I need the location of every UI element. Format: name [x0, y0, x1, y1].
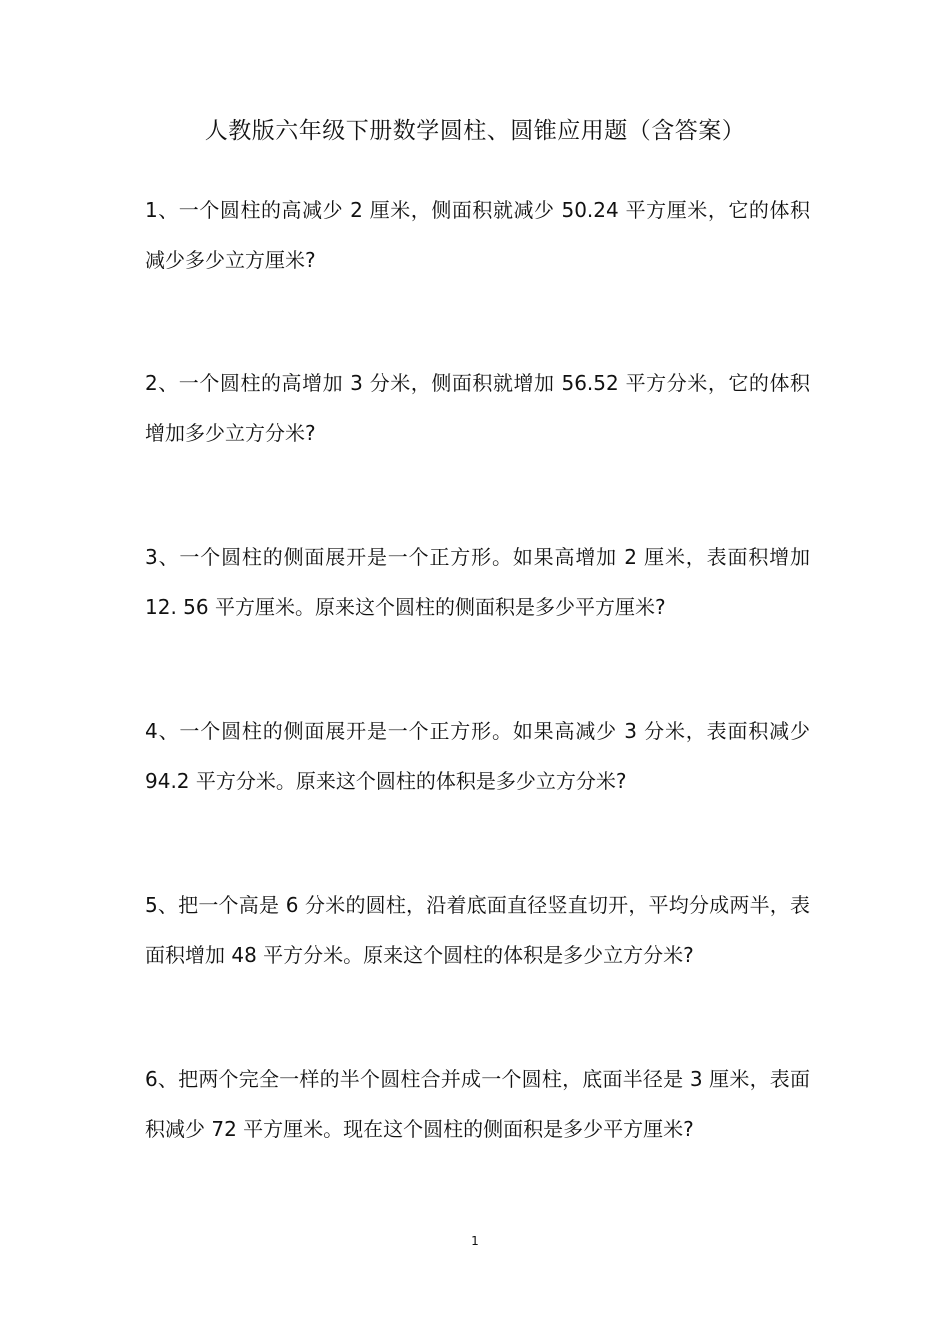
- question-4: 4、一个圆柱的侧面展开是一个正方形。如果高减少 3 分米，表面积减少 94.2 平方分米。原来这个圆柱的体积是多少立方分米?: [145, 719, 810, 793]
- question-3: 3、一个圆柱的侧面展开是一个正方形。如果高增加 2 厘米，表面积增加 12. 56 平方厘米。原来这个圆柱的侧面积是多少平方厘米?: [145, 545, 810, 619]
- question-5: 5、把一个高是 6 分米的圆柱，沿着底面直径竖直切开，平均分成两半，表面积增加 48 平方分米。原来这个圆柱的体积是多少立方分米?: [145, 893, 810, 967]
- question-2: 2、一个圆柱的高增加 3 分米，侧面积就增加 56.52 平方分米，它的体积增加多少立方分米?: [145, 371, 810, 445]
- question-6: 6、把两个完全一样的半个圆柱合并成一个圆柱，底面半径是 3 厘米，表面积减少 72 平方厘米。现在这个圆柱的侧面积是多少平方厘米?: [145, 1067, 810, 1141]
- question-1: 1、一个圆柱的高减少 2 厘米，侧面积就减少 50.24 平方厘米，它的体积减少多少立方厘米?: [145, 198, 810, 272]
- page-number: 1: [471, 1234, 479, 1248]
- document-title: 人教版六年级下册数学圆柱、圆锥应用题（含答案）: [204, 118, 746, 144]
